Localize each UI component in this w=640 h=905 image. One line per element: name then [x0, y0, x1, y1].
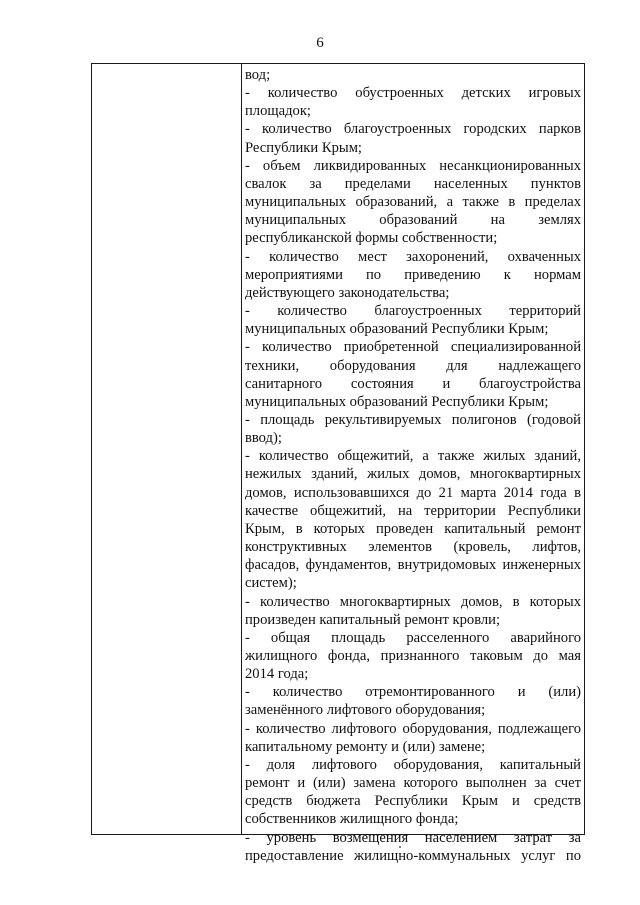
indicator-text-line: санитарного состояния и благоустройства	[245, 375, 581, 392]
indicator-text-line: средств бюджета Республики Крым и средств	[245, 793, 581, 810]
indicator-text-line: - количество мест захоронений, охваченных	[245, 248, 581, 265]
indicator-text-line: 2014 года;	[245, 666, 309, 683]
table-left-column	[92, 64, 242, 834]
indicator-text-line: фасадов, фундаментов, внутридомовых инженерных	[245, 557, 581, 574]
indicator-text-line: конструктивных элементов (кровель, лифтов,	[245, 539, 581, 556]
indicator-text-line: - площадь рекультивируемых полигонов (годовой	[245, 411, 581, 428]
indicator-table	[91, 63, 585, 864]
indicator-text-line: нежилых зданий, жилых домов, многоквартирных	[245, 466, 581, 483]
scan-artifact-dot	[399, 846, 401, 848]
indicator-text-line: качестве общежитий, на территории Республики	[245, 502, 581, 519]
indicator-text-line: свалок за пределами населенных пунктов	[245, 175, 581, 192]
indicator-text-line: - общая площадь расселенного аварийного	[245, 629, 581, 646]
table-right-column	[242, 64, 584, 864]
indicator-text-line: - количество лифтового оборудования, подлежащего	[245, 720, 581, 737]
indicator-text-line: республиканской формы собственности;	[245, 230, 498, 247]
indicator-text-line: - уровень возмещения населением затрат за	[245, 829, 581, 846]
indicator-text-line: ввод);	[245, 430, 282, 447]
indicator-text-line: - объем ликвидированных несанкционированных	[245, 157, 581, 174]
indicator-text-line: систем);	[245, 575, 297, 592]
indicator-text-line: ремонт и (или) замена которого выполнен за счет	[245, 775, 581, 792]
indicator-text-line: собственников жилищного фонда;	[245, 811, 459, 828]
indicator-text-line: действующего законодательства;	[245, 284, 450, 301]
indicator-text-line: техники, оборудования для надлежащего	[245, 357, 581, 374]
indicator-text-line: - доля лифтового оборудования, капитальный	[245, 756, 581, 773]
indicator-text-line: предоставление жилищно-коммунальных услуг по	[245, 847, 581, 864]
indicator-text-line: муниципальных образований Республики Крым;	[245, 321, 549, 338]
indicator-text-line: мероприятиями по приведению к нормам	[245, 266, 581, 283]
indicator-text-line: муниципальных образований, а также в пределах	[245, 194, 581, 211]
indicator-text-line: - количество приобретенной специализированной	[245, 339, 581, 356]
indicator-text-line: муниципальных образований Республики Крым;	[245, 393, 549, 410]
indicator-text-line: произведен капитальный ремонт кровли;	[245, 611, 501, 628]
indicator-text-line: жилищного фонда, признанного таковым до мая	[245, 648, 581, 664]
indicator-text-line: Республики Крым;	[245, 139, 362, 156]
indicator-text-line: заменённого лифтового оборудования;	[245, 702, 486, 719]
indicator-text-line: муниципальных образований на землях	[245, 212, 581, 229]
indicator-text-line: - количество благоустроенных городских парков	[245, 121, 581, 138]
indicator-text-line: вод;	[245, 67, 271, 83]
indicator-text-line: Крым, в которых проведен капитальный ремонт	[245, 520, 581, 537]
page-number: 6	[316, 35, 324, 51]
indicator-text-line: - количество благоустроенных территорий	[245, 303, 581, 320]
indicator-text-line: - количество отремонтированного и (или)	[245, 684, 581, 701]
indicator-text-line: - количество обустроенных детских игровых	[245, 85, 581, 102]
indicator-text-line: - количество многоквартирных домов, в которых	[245, 593, 581, 610]
indicator-text-line: - количество общежитий, а также жилых зданий,	[245, 448, 581, 465]
indicator-text-line: капитальному ремонту и (или) замене;	[245, 738, 486, 755]
indicator-text-line: площадок;	[245, 103, 311, 120]
indicator-text-line: домов, использовавшихся до 21 марта 2014 года в	[245, 484, 581, 501]
